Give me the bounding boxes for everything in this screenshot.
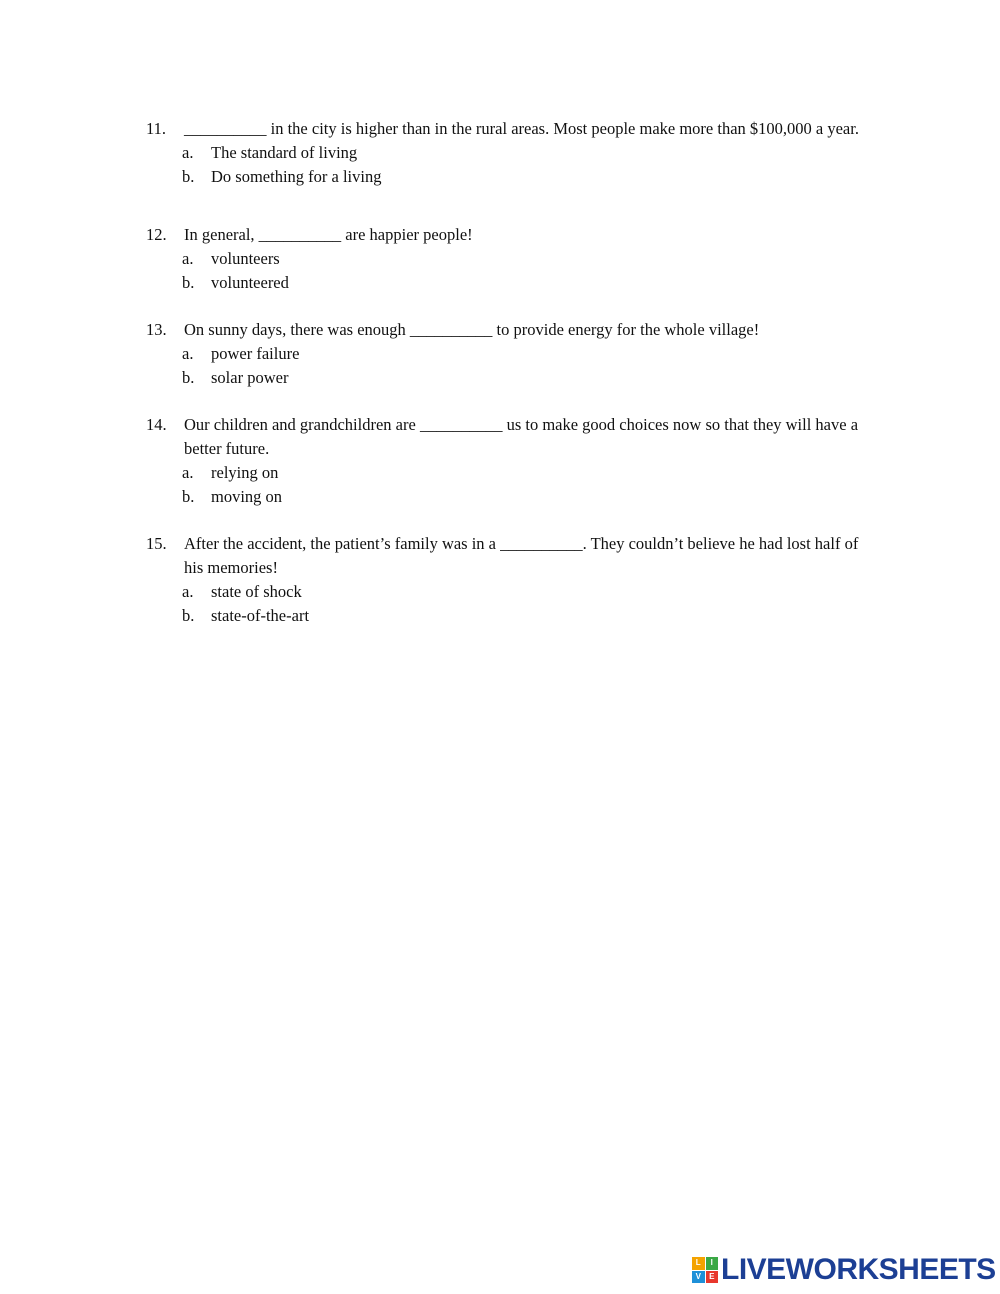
- question-number: 12.: [146, 225, 167, 244]
- question-number: 13.: [146, 320, 167, 339]
- question-15: [146, 532, 866, 628]
- question-13: [146, 318, 866, 390]
- option-text: moving on: [211, 487, 283, 506]
- question-text: Our children and grandchildren are __________ us to make good choices now so that they will have a better future.: [184, 415, 859, 458]
- question-13-stem: [146, 318, 866, 342]
- question-number: 14.: [146, 415, 167, 434]
- liveworksheets-brand: [692, 1253, 996, 1286]
- option-b[interactable]: [146, 485, 866, 509]
- option-letter: b.: [182, 487, 195, 506]
- logo-letter-e: E: [706, 1271, 719, 1284]
- question-text: In general, __________ are happier people!: [184, 225, 473, 244]
- option-text: solar power: [211, 368, 289, 387]
- option-text: volunteers: [211, 249, 280, 268]
- option-a[interactable]: [146, 461, 866, 485]
- option-text: power failure: [211, 344, 300, 363]
- question-14-stem: [146, 413, 866, 461]
- option-b[interactable]: [146, 271, 866, 295]
- option-b[interactable]: [146, 604, 866, 628]
- question-11: [146, 117, 866, 189]
- option-text: relying on: [211, 463, 279, 482]
- option-text: state of shock: [211, 582, 302, 601]
- question-12: [146, 223, 866, 295]
- question-text: On sunny days, there was enough __________ to provide energy for the whole village!: [184, 320, 760, 339]
- logo-letter-v: V: [692, 1271, 705, 1284]
- option-letter: a.: [182, 582, 194, 601]
- option-a[interactable]: [146, 580, 866, 604]
- option-letter: a.: [182, 249, 194, 268]
- option-letter: b.: [182, 368, 195, 387]
- logo-letter-l: L: [692, 1257, 705, 1270]
- liveworksheets-logo-icon: [692, 1257, 718, 1283]
- option-b[interactable]: [146, 165, 866, 189]
- question-11-stem: [146, 117, 866, 141]
- option-a[interactable]: [146, 141, 866, 165]
- option-letter: a.: [182, 143, 194, 162]
- question-number: 15.: [146, 534, 167, 553]
- option-letter: b.: [182, 273, 195, 292]
- liveworksheets-wordmark: LIVEWORKSHEETS: [721, 1253, 996, 1286]
- option-a[interactable]: [146, 342, 866, 366]
- option-a[interactable]: [146, 247, 866, 271]
- question-text: __________ in the city is higher than in the rural areas. Most people make more than $100,000 a year.: [184, 119, 859, 138]
- question-14: [146, 413, 866, 509]
- option-text: state-of-the-art: [211, 606, 310, 625]
- question-text: After the accident, the patient’s family was in a __________. They couldn’t believe he had lost half of his memories!: [184, 534, 859, 577]
- option-letter: b.: [182, 606, 195, 625]
- question-15-stem: [146, 532, 866, 580]
- option-letter: b.: [182, 167, 195, 186]
- option-b[interactable]: [146, 366, 866, 390]
- option-text: Do something for a living: [211, 167, 382, 186]
- option-text: The standard of living: [211, 143, 358, 162]
- question-number: 11.: [146, 119, 167, 138]
- logo-letter-i: I: [706, 1257, 719, 1270]
- option-text: volunteered: [211, 273, 289, 292]
- question-12-stem: [146, 223, 866, 247]
- option-letter: a.: [182, 344, 194, 363]
- option-letter: a.: [182, 463, 194, 482]
